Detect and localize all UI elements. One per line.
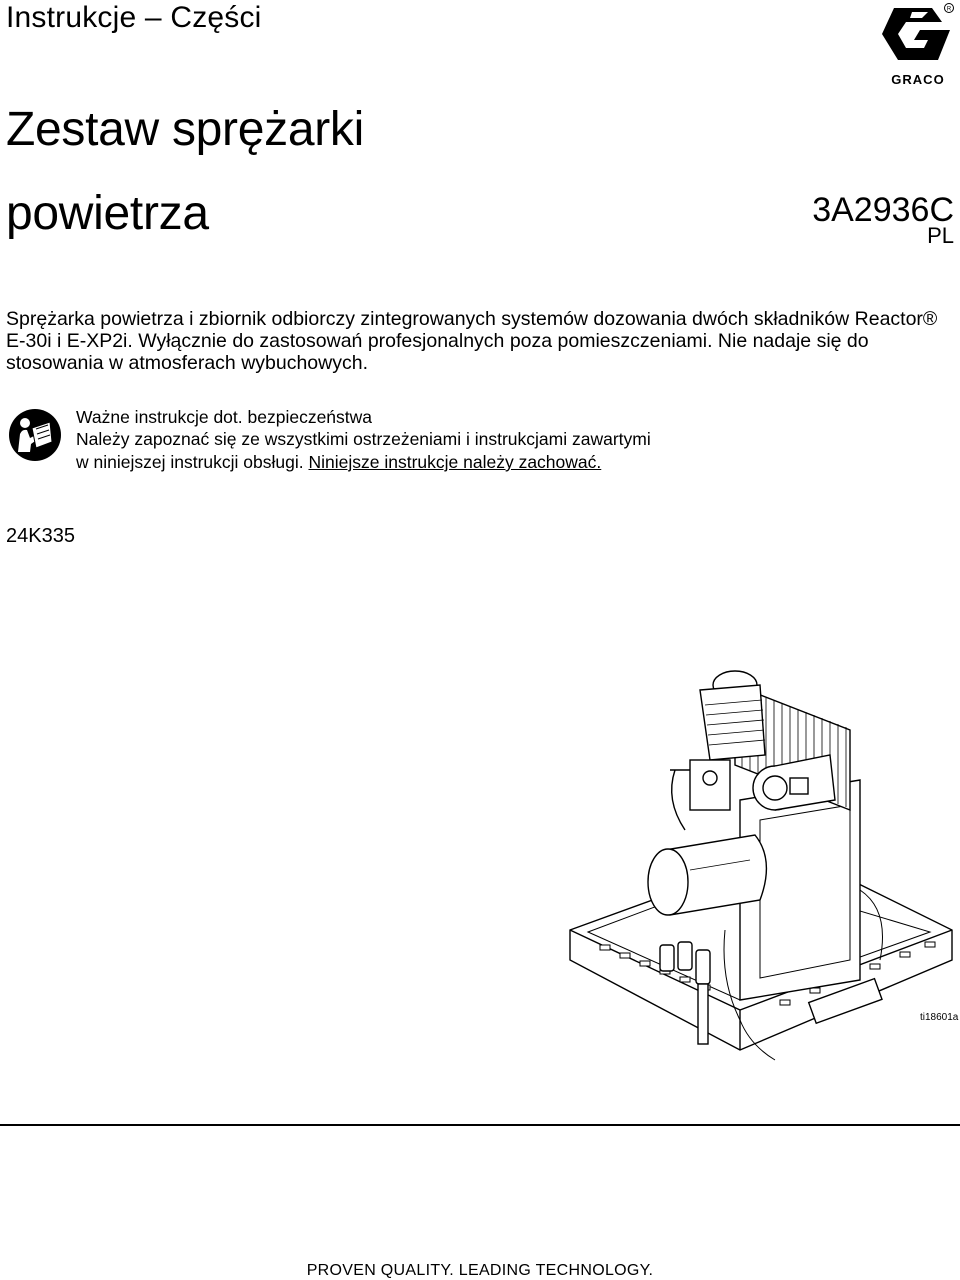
read-manual-icon: [8, 408, 62, 462]
svg-text:R: R: [946, 6, 952, 13]
page-title-line1: Zestaw sprężarki: [6, 103, 364, 156]
page-title-line2: powietrza: [6, 187, 209, 240]
graco-logo: [872, 2, 956, 90]
air-compressor-illustration: [560, 660, 960, 1080]
footer-tagline: PROVEN QUALITY. LEADING TECHNOLOGY.: [306, 1262, 654, 1279]
document-language: PL: [927, 223, 954, 248]
graco-wordmark: GRACO: [891, 72, 945, 87]
product-description: Sprężarka powietrza i zbiornik odbiorczy zintegrowanych systemów dozowania dwóch składników Reactor® E-30i i E-XP2i. Wyłącznie do zastosowań profesjonalnych poza pomieszczeniami. Nie nadaje się do stosowania w atmosferach wybuchowych.: [6, 308, 938, 374]
document-number: 3A2936C: [812, 191, 954, 229]
safety-instructions: [76, 428, 656, 474]
document-type: Instrukcje – Części: [6, 1, 262, 34]
graco-g-icon: [872, 2, 956, 72]
safety-text: Należy zapoznać się ze wszystkimi ostrzeżeniami i instrukcjami zawartymi w niniejszej instrukcji obsługi.: [76, 429, 651, 472]
figure-id: ti18601a: [920, 1012, 959, 1023]
safety-keep-instructions: Niniejsze instrukcje należy zachować.: [308, 452, 602, 472]
part-number: 24K335: [6, 525, 75, 547]
footer-divider: [0, 1124, 960, 1126]
safety-heading: Ważne instrukcje dot. bezpieczeństwa: [76, 407, 373, 427]
